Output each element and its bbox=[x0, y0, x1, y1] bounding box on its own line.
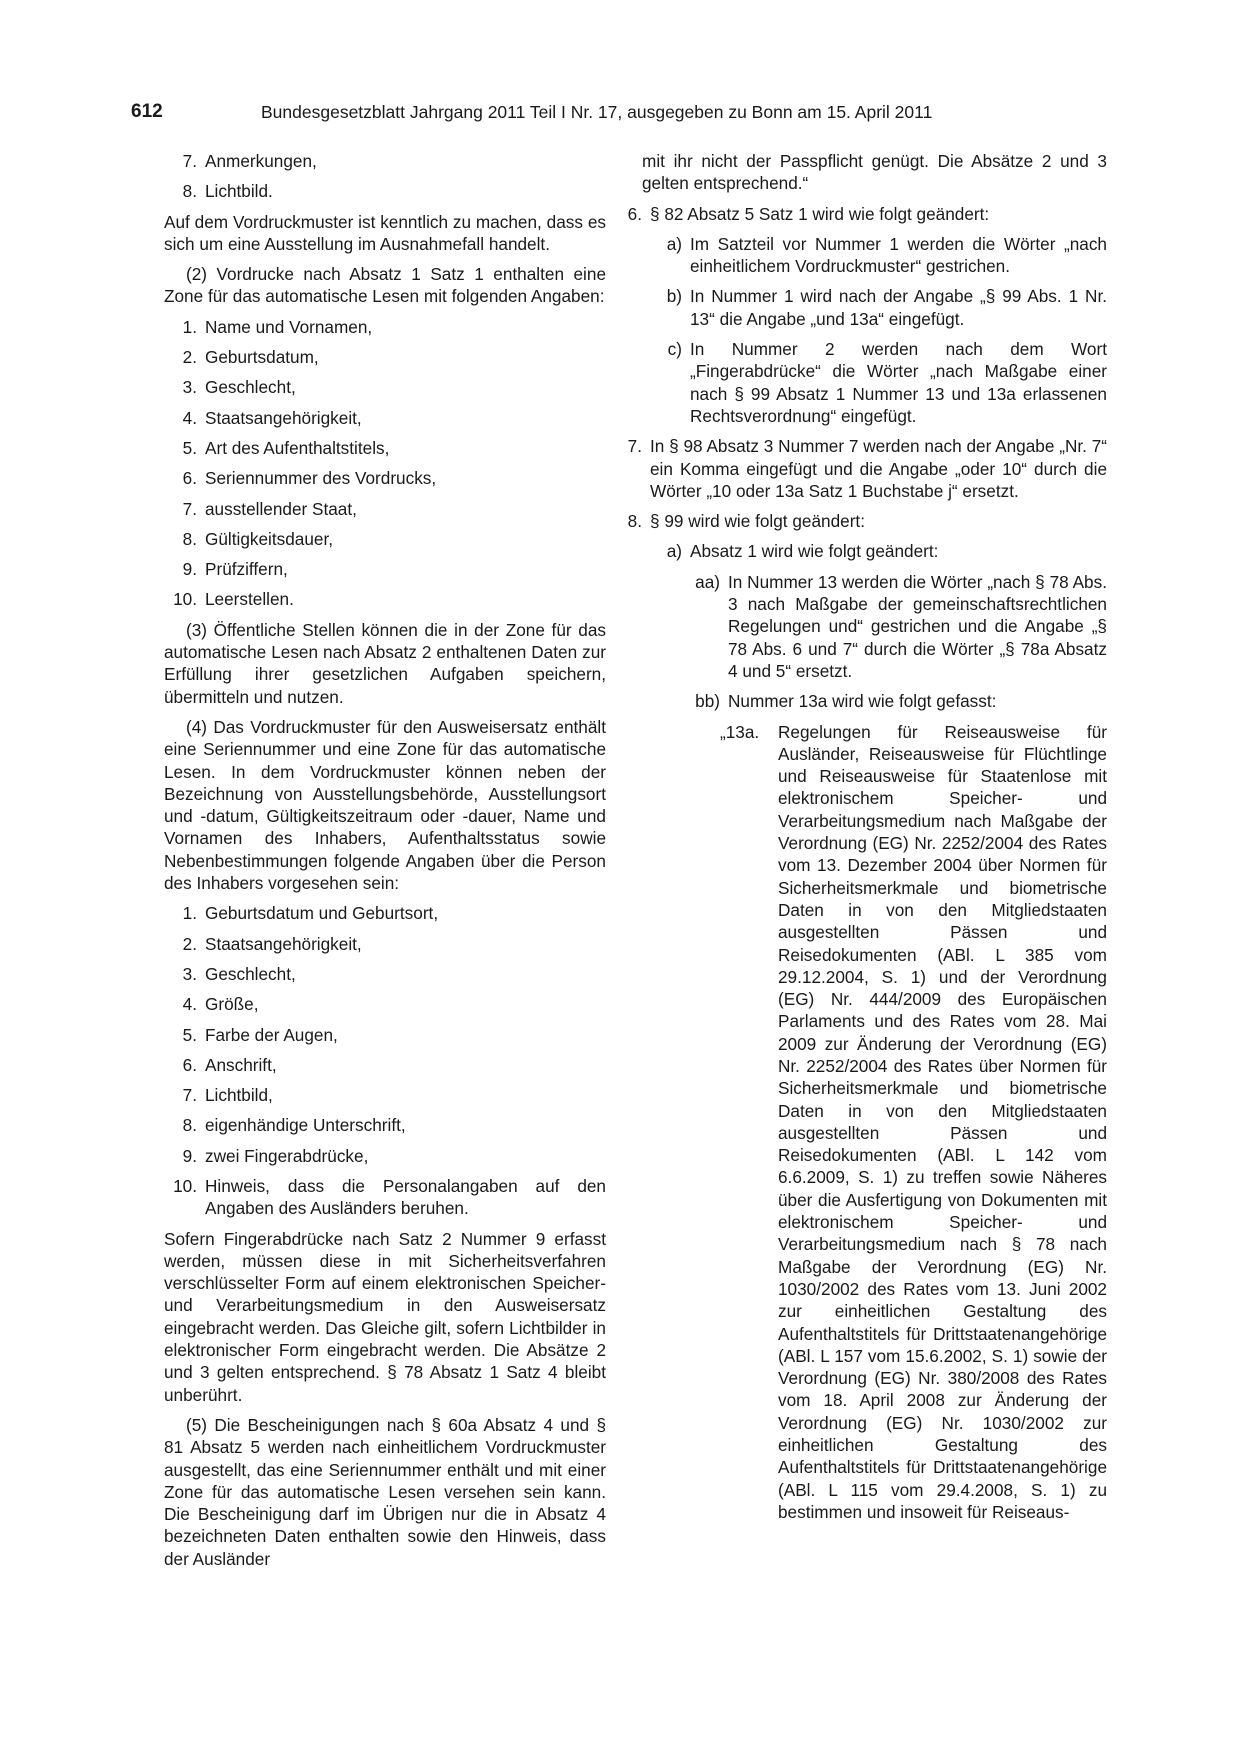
list-item: 4. Staatsangehörigkeit, bbox=[182, 407, 362, 428]
list-item: 7. Lichtbild, bbox=[182, 1085, 273, 1106]
list-item: 4. Größe, bbox=[182, 994, 259, 1015]
list-item: 7. ausstellender Staat, bbox=[182, 498, 357, 519]
list-item: 8. Lichtbild. bbox=[182, 181, 273, 202]
left-column bbox=[164, 150, 606, 1570]
list-item: 3. Geschlecht, bbox=[182, 377, 296, 398]
list-item: 6. Anschrift, bbox=[182, 1054, 277, 1075]
sub-sub-item: bb) Nummer 13a wird wie folgt gefasst: bbox=[695, 691, 997, 712]
list-item: 8. Gültigkeitsdauer, bbox=[182, 528, 334, 549]
paragraph: (4) Das Vordruckmuster für den Ausweisersatz enthält eine Seriennummer und eine Zone für das automatische Lesen. In dem Vordruckmuster können neben der Bezeichnung von Ausstellungsbehörde, Ausstellungsort und -datum, Gültigkeitszeitraum oder -dauer, Name und Vornamen des Inhabers, Aufenthaltsstatus sowie Nebenbestimmungen folgende Angaben über die Person des Inhabers vorgesehen sein: bbox=[164, 716, 606, 894]
paragraph: Auf dem Vordruckmuster ist kenntlich zu machen, dass es sich um eine Ausstellung im Ausnahmefall handelt. bbox=[164, 211, 606, 254]
list-item: 2. Geburtsdatum, bbox=[182, 347, 319, 368]
paragraph: (3) Öffentliche Stellen können die in der Zone für das automatische Lesen nach Absatz 2 enthaltenen Daten zur Erfüllung ihrer gesetzlichen Aufgaben speichern, übermitteln und nutzen. bbox=[164, 619, 606, 707]
paragraph: (5) Die Bescheinigungen nach § 60a Absatz 4 und § 81 Absatz 5 werden nach einheitlichem Vordruckmuster ausgestellt, das eine Seriennummer enthält und mit einer Zone für das automatische Lesen versehen sein kann. Die Bescheinigung darf im Übrigen nur die in Absatz 4 bezeichneten Daten enthalten sowie den Hinweis, dass der Ausländer bbox=[164, 1414, 606, 1569]
running-title: Bundesgesetzblatt Jahrgang 2011 Teil I Nr. 17, ausgegeben zu Bonn am 15. April 2011 bbox=[261, 102, 933, 122]
numbered-list bbox=[164, 316, 606, 611]
sub-item: a) Im Satzteil vor Nummer 1 werden die Wörter „nach einheitlichem Vordruckmuster“ gestrichen. bbox=[666, 233, 1107, 277]
list-item: 9. zwei Fingerabdrücke, bbox=[182, 1145, 369, 1166]
amendment-item-6: 6. § 82 Absatz 5 Satz 1 wird wie folgt geändert: bbox=[627, 203, 990, 224]
list-item: 7. Anmerkungen, bbox=[182, 151, 317, 171]
paragraph: mit ihr nicht der Passpflicht genügt. Die Absätze 2 und 3 gelten entsprechend.“ bbox=[642, 151, 1107, 194]
list-item: 5. Farbe der Augen, bbox=[182, 1024, 338, 1045]
right-column bbox=[627, 150, 1107, 1531]
quoted-provision: „13a. Regelungen für Reiseausweise für Ausländer, Reiseausweise für Flüchtlinge und Reiseausweise für Staatenlose mit elektronischem Speicher- und Verarbeitungsmedium nach Maßgabe der Verordnung (EG) Nr. 2252/2004 des Rates vom 13. Dezember 2004 über Normen für Sicherheitsmerkmale und biometrische Daten in von den Mitgliedstaaten ausgestellten Pässen und Reisedokumenten (ABl. L 385 vom 29.12.2004, S. 1) und der Verordnung (EG) Nr. 444/2009 des Europäischen Parlaments und des Rates vom 28. Mai 2009 zur Änderung der Verordnung (EG) Nr. 2252/2004 des Rates über Normen für Sicherheitsmerkmale und biometrische Daten in von den Mitgliedstaaten ausgestellten Pässen und Reisedokumenten (ABl. L 142 vom 6.6.2009, S. 1) zu treffen sowie Näheres über die Ausfertigung von Dokumenten mit elektronischem Speicher- und Verarbeitungsmedium nach § 78 nach Maßgabe der Verordnung (EG) Nr. 1030/2002 des Rates vom 13. Juni 2002 zur einheitlichen Gestaltung des Aufenthaltstitels für Drittstaatenangehörige (ABl. L 157 vom 15.6.2002, S. 1) sowie der Verordnung (EG) Nr. 380/2008 des Rates vom 18. April 2008 zur Änderung der Verordnung (EG) Nr. 1030/2002 zur einheitlichen Gestaltung des Aufenthaltstitels für Drittstaatenangehörige (ABl. L 115 vom 29.4.2008, S. 1) zu bestimmen und insoweit für Reiseaus- bbox=[720, 721, 1107, 1522]
sub-item: c) In Nummer 2 werden nach dem Wort „Fingerabdrücke“ die Wörter „nach Maßgabe einer nach § 99 Absatz 1 Nummer 13 und 13a erlassenen Rechtsverordnung“ eingefügt. bbox=[667, 339, 1107, 426]
amendment-item-7: 7. In § 98 Absatz 3 Nummer 7 werden nach der Angabe „Nr. 7“ ein Komma eingefügt und die Angabe „oder 10“ durch die Wörter „10 oder 13a Satz 1 Buchstabe j“ ersetzt. bbox=[627, 436, 1107, 501]
list-item: 1. Name und Vornamen, bbox=[182, 316, 373, 337]
list-item: 2. Staatsangehörigkeit, bbox=[182, 933, 362, 954]
list-item: 3. Geschlecht, bbox=[182, 963, 296, 984]
page-number: 612 bbox=[131, 101, 163, 122]
sub-sub-item: aa) In Nummer 13 werden die Wörter „nach § 78 Abs. 3 nach Maßgabe der gemeinschaftsrechtlichen Regelungen und“ gestrichen und die Angabe „§ 78 Abs. 6 und 7“ durch die Wörter „§ 78a Absatz 4 und 5“ ersetzt. bbox=[695, 571, 1107, 681]
numbered-list bbox=[164, 902, 606, 1219]
list-item: 6. Seriennummer des Vordrucks, bbox=[182, 468, 437, 489]
list-item: 9. Prüfziffern, bbox=[182, 559, 288, 580]
list-item: 10. Hinweis, dass die Personalangaben auf den Angaben des Ausländers beruhen. bbox=[173, 1175, 606, 1219]
sub-item: b) In Nummer 1 wird nach der Angabe „§ 99 Abs. 1 Nr. 13“ die Angabe „und 13a“ eingefügt. bbox=[666, 286, 1107, 329]
list-item: 8. eigenhändige Unterschrift, bbox=[182, 1115, 406, 1136]
page-header bbox=[131, 101, 1111, 125]
sub-item: a) Absatz 1 wird wie folgt geändert: bbox=[666, 541, 939, 562]
paragraph: Sofern Fingerabdrücke nach Satz 2 Nummer 9 erfasst werden, müssen diese in mit Sicherheitsverfahren verschlüsselter Form auf einem elektronischen Speicher- und Verarbeitungsmedium in den Ausweisersatz eingebracht werden. Das Gleiche gilt, sofern Lichtbilder in elektronischer Form eingebracht werden. Die Absätze 2 und 3 gelten entsprechend. § 78 Absatz 1 Satz 4 bleibt unberührt. bbox=[164, 1228, 606, 1405]
list-item: 10. Leerstellen. bbox=[173, 589, 294, 610]
list-item: 1. Geburtsdatum und Geburtsort, bbox=[182, 903, 439, 924]
paragraph: (2) Vordrucke nach Absatz 1 Satz 1 enthalten eine Zone für das automatische Lesen mit folgenden Angaben: bbox=[164, 264, 606, 307]
list-item: 5. Art des Aufenthaltstitels, bbox=[182, 437, 390, 458]
amendment-item-8: 8. § 99 wird wie folgt geändert: bbox=[627, 511, 865, 532]
